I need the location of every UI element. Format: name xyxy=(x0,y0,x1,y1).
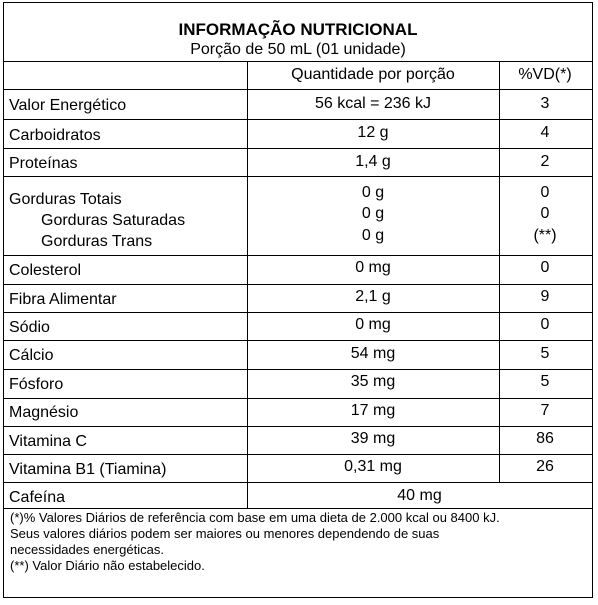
footnote-line: (**) Valor Diário não estabelecido. xyxy=(10,558,205,573)
divider xyxy=(4,89,592,90)
nutrient-quantity: 35 mg xyxy=(350,373,396,390)
divider xyxy=(4,426,592,427)
nutrient-name: Magnésio xyxy=(9,404,79,421)
divider xyxy=(4,454,592,455)
divider xyxy=(4,148,592,149)
nutrient-dv: 0 xyxy=(540,184,550,201)
table-title: INFORMAÇÃO NUTRICIONAL xyxy=(178,20,418,39)
nutrient-quantity: 54 mg xyxy=(350,345,396,362)
nutrient-dv: 26 xyxy=(536,458,554,475)
nutrient-quantity: 12 g xyxy=(357,124,389,141)
nutrient-dv: 4 xyxy=(540,124,550,141)
nutrient-name: Gorduras Totais xyxy=(9,191,122,208)
nutrient-quantity: 39 mg xyxy=(350,430,396,447)
divider xyxy=(4,398,592,399)
nutrient-quantity: 2,1 g xyxy=(355,288,391,305)
nutrient-quantity: 0 g xyxy=(361,205,385,222)
nutrient-quantity: 1,4 g xyxy=(355,153,391,170)
footnote-line: (*)% Valores Diários de referência com base em uma dieta de 2.000 kcal ou 8400 kJ. xyxy=(10,510,500,525)
nutrient-quantity: 0 mg xyxy=(355,259,391,276)
nutrient-dv: (**) xyxy=(533,227,557,244)
divider xyxy=(4,255,592,256)
dv-column-header: %VD(*) xyxy=(518,66,572,83)
nutrient-quantity: 0 g xyxy=(361,227,385,244)
nutrient-dv: 9 xyxy=(540,288,550,305)
nutrition-facts-table xyxy=(3,2,593,598)
nutrient-dv: 2 xyxy=(540,153,550,170)
footnotes xyxy=(10,510,588,574)
divider xyxy=(4,61,592,62)
nutrient-dv: 3 xyxy=(540,95,550,112)
caffeine-name: Cafeína xyxy=(9,489,66,506)
nutrient-dv: 0 xyxy=(540,316,550,333)
footnote-line: necessidades energéticas. xyxy=(10,542,164,557)
nutrient-quantity: 0,31 mg xyxy=(344,458,402,475)
divider xyxy=(4,119,592,120)
nutrient-quantity: 0 mg xyxy=(355,316,391,333)
divider xyxy=(4,312,592,313)
caffeine-quantity: 40 mg xyxy=(397,487,442,504)
divider xyxy=(4,284,592,285)
divider xyxy=(4,176,592,177)
nutrient-quantity: 56 kcal = 236 kJ xyxy=(314,95,432,112)
divider xyxy=(4,508,592,509)
nutrient-name: Cálcio xyxy=(9,347,54,364)
nutrient-name: Proteínas xyxy=(9,155,78,172)
quantity-column-header: Quantidade por porção xyxy=(291,66,455,83)
nutrient-name: Vitamina B1 (Tiamina) xyxy=(9,461,167,478)
nutrient-name: Fósforo xyxy=(9,376,64,393)
nutrient-dv: 7 xyxy=(540,402,550,419)
nutrient-name: Fibra Alimentar xyxy=(9,291,117,308)
nutrient-quantity: 17 mg xyxy=(350,402,396,419)
nutrient-dv: 86 xyxy=(536,430,554,447)
divider xyxy=(4,340,592,341)
divider xyxy=(4,482,592,483)
divider xyxy=(4,369,592,370)
portion-size: Porção de 50 mL (01 unidade) xyxy=(190,41,406,58)
nutrient-dv: 5 xyxy=(540,345,550,362)
nutrient-name: Vitamina C xyxy=(9,433,87,450)
nutrient-subname: Gorduras Saturadas xyxy=(41,212,186,229)
nutrient-subname: Gorduras Trans xyxy=(41,233,153,250)
nutrient-dv: 0 xyxy=(540,205,550,222)
nutrient-dv: 0 xyxy=(540,259,550,276)
nutrient-name: Carboidratos xyxy=(9,127,101,144)
nutrient-name: Colesterol xyxy=(9,262,82,279)
nutrient-name: Sódio xyxy=(9,319,50,336)
nutrient-quantity: 0 g xyxy=(361,184,385,201)
nutrient-dv: 5 xyxy=(540,373,550,390)
footnote-line: Seus valores diários podem ser maiores ou menores dependendo de suas xyxy=(10,526,440,541)
nutrient-name: Valor Energético xyxy=(9,97,127,114)
